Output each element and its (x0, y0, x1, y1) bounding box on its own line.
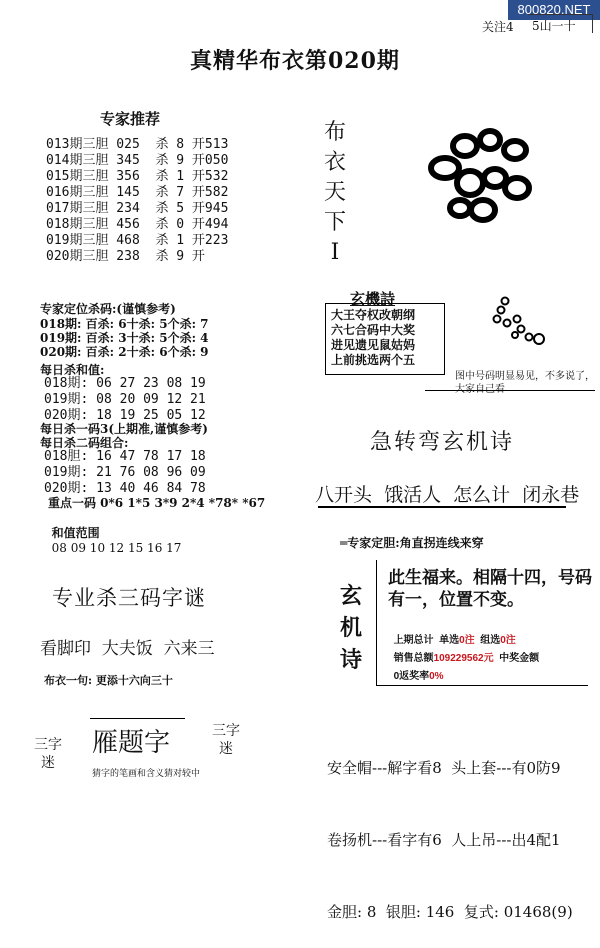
stats-line (388, 656, 444, 682)
stats-text: 0返奖率 (393, 671, 430, 682)
two-code-heading: 每日杀二码组合: (40, 436, 129, 450)
poem-line: 上前挑选两个五 (331, 353, 416, 367)
kill-row: 018期: 百杀: 6十杀: 5个杀: 7 (40, 317, 209, 331)
stats-value: 0% (429, 671, 444, 682)
expert-fixed-line: ═专家定胆:角直拐连线来穿 (340, 536, 484, 550)
poem-heading: 玄機詩 (350, 290, 396, 308)
kill-row: 020期: 百杀: 2十杀: 6个杀: 9 (40, 345, 209, 359)
two-code-row: 018胆: 16 47 78 17 18 (44, 449, 206, 464)
stats-value: 0注 (459, 635, 475, 646)
divider (376, 560, 377, 685)
three-phrases: 看脚印 大夫饭 六来三 (40, 639, 215, 659)
two-code-row: 020期: 13 40 46 84 78 (44, 481, 206, 496)
sum-range-label: 和值范围 (51, 526, 100, 540)
riddle-heading: 急转弯玄机诗 (370, 430, 515, 455)
picture-hint: 图中号码明显易见，不多说了， (455, 371, 595, 382)
sanzi-right: 三字迷 (212, 723, 240, 757)
yanti-word: 雁题字 (92, 728, 171, 758)
expert-row: 015期三胆 356 杀 1 开532 (46, 169, 229, 184)
stats-text: 中奖金额 (493, 653, 540, 664)
buyi-title: 布衣天下Ⅰ (323, 120, 346, 265)
stats-text: 上期总计 单选 (393, 635, 460, 646)
sum-row: 019期: 08 20 09 12 21 (44, 392, 206, 407)
sanzi-left: 三字迷 (34, 737, 62, 771)
yanti-note: 猜字的笔画和含义猜对较中 (92, 768, 201, 778)
sum-range-line (44, 510, 181, 555)
sanma-title: 专业杀三码字谜 (52, 586, 206, 610)
stats-text: 组选 (474, 635, 501, 646)
expert-row: 017期三胆 234 杀 5 开945 (46, 201, 229, 216)
sum-range-values: 08 09 10 12 15 16 17 (51, 541, 182, 555)
sum-row: 018期: 06 27 23 08 19 (44, 376, 206, 391)
riddle-line: 卷扬机---看字有6 人上吊---出4配1 (327, 831, 561, 849)
riddle-line: 金胆: 8 银胆: 146 复式: 01468(9) (327, 903, 573, 921)
kill-heading: 专家定位杀码:(谨慎参考) (40, 302, 176, 316)
buyi-sentence: 布衣一句: 更添十六向三十 (44, 674, 173, 687)
site-watermark: 800820.NET (508, 0, 600, 20)
key-code-line: 重点一码 0*6 1*5 3*9 2*4 *78* *67 (48, 496, 266, 510)
xuanji-label: 玄机诗 (339, 583, 362, 673)
follow-tail: 5山一十 (532, 19, 576, 33)
expert-list (46, 137, 228, 265)
poem-lines (331, 308, 415, 368)
expert-row: 014期三胆 345 杀 9 开050 (46, 153, 229, 168)
slogan: 此生福来。相隔十四，号码有一，位置不变。 (388, 568, 592, 610)
riddle-lines (327, 708, 573, 948)
expert-heading: 专家推荐 (100, 110, 161, 128)
stats-value: 0注 (500, 635, 516, 646)
expert-row: 016期三胆 145 杀 7 开582 (46, 185, 229, 200)
stats-text: 销售总额 (393, 653, 434, 664)
divider (318, 506, 566, 508)
follow-label: 关注4 (482, 20, 514, 34)
follow-box (528, 14, 593, 33)
divider (376, 685, 588, 686)
poem-line: 进见遗见鼠姑妈 (331, 338, 416, 352)
four-phrases: 八开头 饿活人 怎么计 闭永巷 (315, 484, 580, 506)
page-title: 真精华布衣第020期 (190, 48, 400, 74)
kill-row: 019期: 百杀: 3十杀: 5个杀: 4 (40, 331, 209, 345)
sum-heading: 每日杀和值: (40, 363, 105, 377)
number-dots-image (487, 295, 562, 355)
poem-line: 大王夺权改朝纲 (331, 308, 416, 322)
riddle-line: 安全帽---解字看8 头上套---有0防9 (327, 759, 561, 777)
two-code-row: 019期: 21 76 08 96 09 (44, 465, 206, 480)
stats-value: 109229562元 (433, 653, 494, 664)
poem-line: 六七合码中大奖 (331, 323, 416, 337)
expert-row: 020期三胆 238 杀 9 开 (46, 249, 205, 264)
divider (425, 390, 595, 391)
puzzle-shapes-image (425, 128, 545, 228)
expert-row: 018期三胆 456 杀 0 开494 (46, 217, 229, 232)
expert-row: 019期三胆 468 杀 1 开223 (46, 233, 229, 248)
sum-row: 020期: 18 19 25 05 12 (44, 408, 206, 423)
one-code-heading: 每日杀一码3(上期准,谨慎参考) (40, 422, 208, 436)
expert-row: 013期三胆 025 杀 8 开513 (46, 137, 229, 152)
